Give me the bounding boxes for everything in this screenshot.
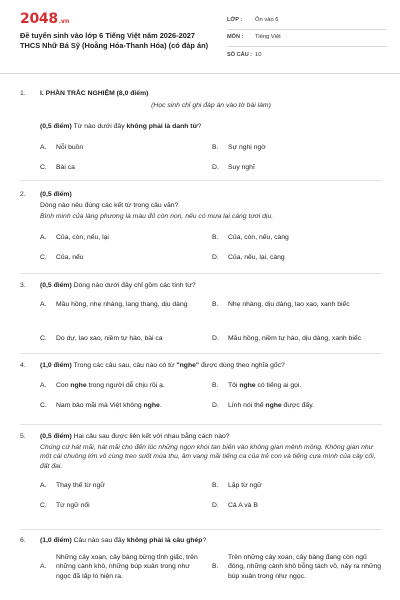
question-text-part: Hai câu sau được liên kết với nhau bằng cách nào? bbox=[71, 433, 230, 440]
meta-row-class bbox=[227, 13, 387, 30]
option-a[interactable] bbox=[40, 233, 212, 253]
option-letter: A. bbox=[40, 233, 47, 241]
option-text: Lặp từ ngữ bbox=[228, 481, 262, 489]
question-3 bbox=[20, 281, 382, 350]
option-letter: D. bbox=[212, 163, 219, 171]
option-letter: D. bbox=[212, 402, 219, 410]
meta-row-count bbox=[227, 47, 387, 64]
option-letter: A. bbox=[40, 481, 47, 489]
option-c[interactable] bbox=[40, 501, 212, 521]
question-text-part: Từ nào dưới đây bbox=[73, 123, 127, 131]
question-text: Dòng nào nêu đúng các kết từ trong câu văn? bbox=[40, 202, 179, 210]
option-letter: C. bbox=[40, 501, 47, 509]
option-b[interactable] bbox=[212, 143, 382, 163]
option-a[interactable] bbox=[40, 553, 212, 581]
question-points: (1,0 điểm) bbox=[40, 537, 72, 544]
option-emphasis: nghe bbox=[239, 382, 256, 390]
option-text: Mầu hồng, nhẹ nhàng, lang thang, dịu dàng bbox=[56, 301, 188, 309]
question-text-end: được dùng theo nghĩa gốc? bbox=[199, 362, 285, 369]
question-emphasis: không phải là danh từ bbox=[126, 123, 198, 131]
option-a[interactable] bbox=[40, 143, 212, 163]
option-letter: C. bbox=[40, 334, 47, 342]
option-d[interactable] bbox=[212, 501, 382, 521]
option-letter: D. bbox=[212, 334, 219, 342]
question-number: 4. bbox=[20, 362, 26, 369]
question-number: 5. bbox=[20, 433, 26, 440]
option-text-part: Tôi bbox=[228, 382, 240, 390]
option-text: Trên những cây xoan, cây bàng đang còn ngủ đông, những cành khô bỗng tách vỏ, nảy ra những búp xuân trong như ngọc. bbox=[228, 554, 382, 580]
option-letter: A. bbox=[40, 563, 47, 571]
option-a[interactable] bbox=[40, 481, 212, 501]
section-heading bbox=[40, 89, 382, 98]
option-letter: B. bbox=[212, 481, 219, 489]
question-number: 2. bbox=[20, 191, 26, 198]
site-logo[interactable] bbox=[20, 10, 69, 29]
exam-header bbox=[0, 0, 400, 74]
question-passage: Bình minh của làng phương là màu đỏ còn non, nếu có mưa lại càng tươi dịu. bbox=[40, 213, 274, 221]
section-title: I. PHẦN TRẮC NGHIỆM (8,0 điểm) bbox=[40, 90, 149, 97]
option-text: Bài ca bbox=[56, 163, 75, 171]
option-text-end: có tiếng ai gọi. bbox=[255, 382, 302, 390]
question-text-part: Dòng nào dưới đây chỉ gồm các tính từ? bbox=[71, 282, 196, 289]
option-text-part: Lính nói thế bbox=[228, 402, 266, 410]
option-text-part: Nam bảo mãi mà Việt không bbox=[56, 402, 144, 410]
question-6 bbox=[20, 536, 382, 581]
option-text bbox=[56, 381, 212, 390]
option-text: Của, nếu, lại, càng bbox=[228, 253, 285, 261]
question-text bbox=[40, 536, 382, 545]
question-number: 6. bbox=[20, 537, 26, 544]
option-emphasis: nghe bbox=[265, 402, 282, 410]
option-text: Sự nghi ngờ bbox=[228, 143, 266, 151]
question-passage: Chúng cứ hát mãi, hát mãi cho đến lúc những ngọn khói tan biến vào không gian mênh mông. Không gian như một cái chuông lớn vô cùng treo suốt mùa thu, âm vang mãi tiếng ca của trẻ con và tiếng cựa mình của cây cối, đất đai. bbox=[40, 444, 376, 470]
option-text: Của, nếu bbox=[56, 253, 84, 261]
options-grid bbox=[40, 481, 382, 521]
question-text-end: ? bbox=[202, 537, 207, 544]
option-letter: D. bbox=[212, 501, 219, 509]
option-b[interactable] bbox=[212, 381, 382, 401]
option-text: Mầu hồng, niềm tự hào, dịu dàng, xanh biếc bbox=[228, 334, 362, 342]
option-c[interactable] bbox=[40, 401, 212, 421]
option-letter: B. bbox=[212, 382, 219, 390]
option-text: Suy nghĩ bbox=[228, 163, 255, 171]
exam-meta bbox=[227, 13, 387, 64]
exam-title: Đề tuyển sinh vào lớp 6 Tiếng Việt năm 2026-2027 THCS Nhữ Bá Sỹ (Hoằng Hóa-Thanh Hóa) (có đáp án) bbox=[20, 31, 209, 50]
option-emphasis: nghe bbox=[70, 382, 87, 390]
option-text: Nhẹ nhàng, dịu dàng, lao xao, xanh biếc bbox=[228, 301, 350, 309]
question-points: (0,5 điểm) bbox=[40, 433, 72, 440]
option-letter: B. bbox=[212, 143, 219, 151]
option-text: Của, còn, nếu, lại bbox=[56, 233, 109, 241]
option-a[interactable] bbox=[40, 300, 212, 326]
question-divider bbox=[20, 424, 382, 425]
question-points: (1,0 điểm) bbox=[40, 362, 72, 369]
option-text-part: Con bbox=[56, 382, 71, 390]
option-letter: A. bbox=[40, 382, 47, 390]
option-text: Của, còn, nếu, càng bbox=[228, 233, 289, 241]
meta-key: MÔN : bbox=[227, 34, 244, 41]
question-divider bbox=[20, 273, 382, 274]
question-points: (0,5 điểm) bbox=[40, 123, 74, 131]
option-text-end: . bbox=[159, 402, 162, 410]
option-text: Cả A và B bbox=[228, 501, 258, 509]
options-grid bbox=[40, 553, 382, 581]
meta-value: 10 bbox=[255, 51, 262, 58]
option-text-end: được đấy. bbox=[281, 402, 314, 410]
option-letter: A. bbox=[40, 143, 47, 151]
logo-main-text: 2048 bbox=[20, 11, 58, 27]
option-text: Thay thế từ ngữ bbox=[56, 481, 105, 489]
question-text-end: ? bbox=[197, 123, 202, 131]
option-letter: C. bbox=[40, 402, 47, 410]
question-text bbox=[40, 361, 382, 370]
option-b[interactable] bbox=[212, 481, 382, 501]
option-c[interactable] bbox=[40, 253, 212, 273]
question-divider bbox=[20, 180, 382, 181]
option-letter: D. bbox=[212, 253, 219, 261]
question-5 bbox=[20, 432, 382, 521]
question-number: 3. bbox=[20, 282, 26, 289]
option-a[interactable] bbox=[40, 381, 212, 401]
option-d[interactable] bbox=[212, 326, 382, 350]
option-text bbox=[56, 401, 212, 410]
question-text bbox=[40, 281, 382, 290]
option-letter: C. bbox=[40, 253, 47, 261]
option-text: Nỗi buồn bbox=[56, 143, 84, 151]
option-d[interactable] bbox=[212, 253, 382, 273]
option-c[interactable] bbox=[40, 326, 212, 350]
options-grid bbox=[40, 381, 382, 421]
question-emphasis: không phải là câu ghép bbox=[126, 537, 203, 544]
option-text: Do dự, lao xao, niềm tự hào, bài ca bbox=[56, 334, 163, 342]
option-letter: B. bbox=[212, 563, 219, 571]
option-b[interactable] bbox=[212, 553, 382, 581]
meta-value: Ôn vào 6 bbox=[255, 17, 279, 24]
option-text bbox=[228, 381, 382, 390]
question-text-part: Trong các câu sau, câu nào có từ bbox=[71, 362, 177, 369]
question-divider bbox=[20, 529, 382, 530]
option-b[interactable] bbox=[212, 300, 382, 326]
meta-key: LỚP : bbox=[227, 17, 243, 24]
section-note: (Học sinh chỉ ghi đáp án vào tờ bài làm) bbox=[151, 102, 271, 110]
question-divider bbox=[20, 353, 382, 354]
question-points: (0,5 điểm) bbox=[40, 282, 72, 289]
question-number: 1. bbox=[20, 90, 26, 97]
option-text bbox=[228, 401, 382, 410]
options-grid bbox=[40, 300, 382, 350]
logo-domain-text: .vn bbox=[58, 18, 70, 25]
meta-value: Tiếng Việt bbox=[255, 34, 281, 41]
option-b[interactable] bbox=[212, 233, 382, 253]
options-grid bbox=[40, 233, 382, 273]
option-letter: A. bbox=[40, 301, 47, 309]
question-1 bbox=[20, 89, 382, 183]
question-emphasis: "nghe" bbox=[176, 362, 200, 369]
option-letter: B. bbox=[212, 233, 219, 241]
meta-row-subject bbox=[227, 30, 387, 47]
option-text: Những cây xoan, cây bàng bừng tỉnh giấc, trên những cành khô, những búp xuân trong như ngọc đã lấp ló hiện ra. bbox=[56, 554, 198, 580]
option-d[interactable] bbox=[212, 401, 382, 421]
question-2 bbox=[20, 190, 382, 273]
option-letter: B. bbox=[212, 301, 219, 309]
question-4 bbox=[20, 361, 382, 421]
option-text: Từ ngữ nối bbox=[56, 501, 90, 509]
question-points: (0,5 điểm) bbox=[40, 191, 72, 198]
question-text bbox=[40, 432, 382, 441]
options-grid bbox=[40, 143, 382, 183]
question-text bbox=[40, 122, 382, 131]
question-points-line bbox=[40, 190, 382, 199]
option-emphasis: nghe bbox=[143, 402, 160, 410]
option-text-end: trong người dễ chịu rồi ạ. bbox=[86, 382, 165, 390]
question-text-part: Câu nào sau đây bbox=[71, 537, 127, 544]
meta-key: SỐ CÂU : bbox=[227, 51, 253, 58]
option-letter: C. bbox=[40, 163, 47, 171]
